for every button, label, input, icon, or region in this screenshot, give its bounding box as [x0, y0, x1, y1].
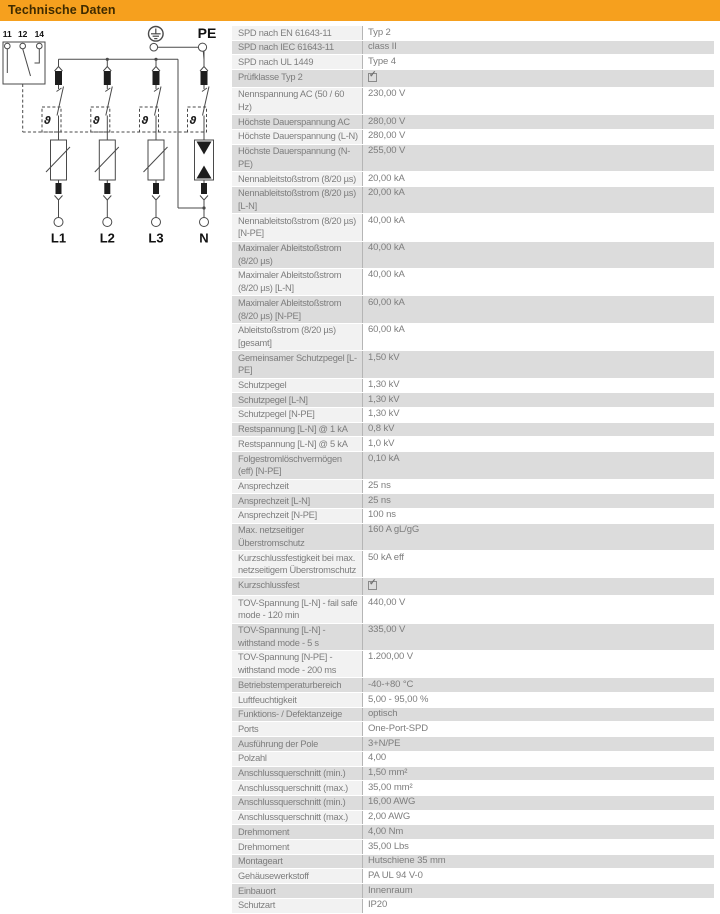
table-row [232, 781, 714, 795]
phase-terminal [200, 218, 209, 227]
row-value: 1,30 kV [362, 393, 714, 407]
table-row [232, 825, 714, 839]
disconnect-fuse-icon [104, 71, 111, 85]
row-value: 1,30 kV [362, 408, 714, 422]
table-row [232, 509, 714, 523]
disconnect-fuse-icon [201, 183, 207, 194]
checked-checkbox-icon[interactable]: ✓ [368, 581, 377, 590]
row-label: Gehäusewerkstoff [232, 869, 362, 883]
table-row [232, 26, 714, 40]
row-label: Montageart [232, 855, 362, 869]
table-row [232, 115, 714, 129]
row-label: Nennspannung AC (50 / 60 Hz) [232, 88, 362, 114]
table-row [232, 855, 714, 869]
table-row [232, 452, 714, 478]
row-label: Maximaler Ableitstoßstrom (8/20 µs) [L-N] [232, 269, 362, 295]
row-value: 40,00 kA [362, 242, 714, 268]
table-row [232, 269, 714, 295]
table-row [232, 393, 714, 407]
table-row [232, 693, 714, 707]
row-label: Kurzschlussfest [232, 578, 362, 595]
table-row [232, 524, 714, 550]
relay-terminal-label-12: 12 [17, 29, 28, 39]
row-label: Funktions- / Defektanzeige [232, 708, 362, 722]
table-row [232, 296, 714, 322]
table-row [232, 145, 714, 171]
branches [42, 52, 214, 246]
row-value: optisch [362, 708, 714, 722]
disconnect-fuse-icon [55, 71, 62, 85]
phase-terminal [103, 218, 112, 227]
disconnect-fuse-icon [104, 183, 110, 194]
disconnect-fuse-icon [56, 183, 62, 194]
row-value: 20,00 kA [362, 172, 714, 186]
row-label: Prüfklasse Typ 2 [232, 70, 362, 87]
table-row [232, 624, 714, 650]
row-value: 5,00 - 95,00 % [362, 693, 714, 707]
phase-terminal [152, 218, 161, 227]
pe-label: PE [197, 25, 217, 41]
row-value: 25 ns [362, 494, 714, 508]
row-label: Ausführung der Pole [232, 737, 362, 751]
table-row [232, 408, 714, 422]
row-label: Höchste Dauerspannung (L-N) [232, 130, 362, 144]
row-label: Anschlussquerschnitt (max.) [232, 781, 362, 795]
table-row [232, 811, 714, 825]
disconnect-fuse-icon [201, 71, 208, 85]
disconnect-fuse-icon [153, 71, 160, 85]
varistor-branch [42, 59, 70, 245]
row-label: Ansprechzeit [232, 480, 362, 494]
phase-terminal [54, 218, 63, 227]
row-label: Nennableitstoßstrom (8/20 µs) [N-PE] [232, 214, 362, 240]
diagram-static-lines [3, 27, 207, 210]
disconnect-fuse-icon [153, 183, 159, 194]
row-value: Typ 2 [362, 26, 714, 40]
row-label: TOV-Spannung [N-PE] - withstand mode - 200 ms [232, 651, 362, 677]
theta-symbol: ϑ [44, 115, 51, 127]
row-value: 1,50 mm² [362, 767, 714, 781]
table-row [232, 884, 714, 898]
page-title: Technische Daten [8, 3, 116, 17]
table-row [232, 55, 714, 69]
pe-terminal [198, 43, 206, 51]
row-value: 2,00 AWG [362, 811, 714, 825]
spark-gap-branch [188, 52, 214, 246]
table-row [232, 70, 714, 87]
row-value: -40-+80 °C [362, 678, 714, 692]
row-label: Höchste Dauerspannung AC [232, 115, 362, 129]
row-value: Type 4 [362, 55, 714, 69]
table-row [232, 708, 714, 722]
theta-symbol: ϑ [141, 115, 149, 127]
row-label: Kurzschlussfestigkeit bei max. netzseitigem Überstromschutz [232, 551, 362, 577]
row-value: 230,00 V [362, 88, 714, 114]
row-value: 50 kA eff [362, 551, 714, 577]
table-row [232, 678, 714, 692]
circuit-diagram [0, 25, 232, 255]
row-label: Restspannung [L-N] @ 1 kA [232, 423, 362, 437]
phase-label: N [199, 230, 209, 246]
row-value: 40,00 kA [362, 269, 714, 295]
table-row [232, 899, 714, 913]
row-value: 0,10 kA [362, 452, 714, 478]
row-value: 255,00 V [362, 145, 714, 171]
row-label: Ansprechzeit [L-N] [232, 494, 362, 508]
row-label: Ableitstoßstrom (8/20 µs) [gesamt] [232, 324, 362, 350]
table-row [232, 351, 714, 377]
phase-label: L2 [99, 230, 115, 246]
table-row [232, 722, 714, 736]
row-value: One-Port-SPD [362, 722, 714, 736]
row-label: Max. netzseitiger Überstromschutz [232, 524, 362, 550]
row-value: 0,8 kV [362, 423, 714, 437]
row-label: Drehmoment [232, 825, 362, 839]
row-value: 3+N/PE [362, 737, 714, 751]
row-label: Anschlussquerschnitt (min.) [232, 796, 362, 810]
row-label: SPD nach UL 1449 [232, 55, 362, 69]
table-row [232, 494, 714, 508]
row-label: Anschlussquerschnitt (max.) [232, 811, 362, 825]
theta-symbol: ϑ [189, 115, 197, 127]
row-value: 35,00 mm² [362, 781, 714, 795]
phase-label: L1 [50, 230, 67, 246]
table-row [232, 437, 714, 451]
varistor-icon [99, 140, 115, 180]
table-row [232, 578, 714, 595]
row-label: Drehmoment [232, 840, 362, 854]
row-label: Nennableitstoßstrom (8/20 µs) [232, 172, 362, 186]
row-value [362, 70, 714, 87]
row-label: Restspannung [L-N] @ 5 kA [232, 437, 362, 451]
row-value: 16,00 AWG [362, 796, 714, 810]
row-value: 1,0 kV [362, 437, 714, 451]
table-row [232, 88, 714, 114]
table-row [232, 752, 714, 766]
row-value: 25 ns [362, 480, 714, 494]
table-row [232, 551, 714, 577]
row-label: Schutzpegel [L-N] [232, 393, 362, 407]
row-value: 1.200,00 V [362, 651, 714, 677]
row-value: Hutschiene 35 mm [362, 855, 714, 869]
table-row [232, 480, 714, 494]
row-value [362, 578, 714, 595]
row-value: Innenraum [362, 884, 714, 898]
row-label: Nennableitstoßstrom (8/20 µs) [L-N] [232, 187, 362, 213]
table-row [232, 41, 714, 55]
table-row [232, 737, 714, 751]
row-value: 4,00 Nm [362, 825, 714, 839]
row-label: TOV-Spannung [L-N] - withstand mode - 5 s [232, 624, 362, 650]
relay-terminal-label-14: 14 [34, 29, 45, 39]
table-row [232, 130, 714, 144]
spec-table [232, 26, 714, 914]
row-value: class II [362, 41, 714, 55]
row-value: 4,00 [362, 752, 714, 766]
row-value: 440,00 V [362, 596, 714, 622]
relay-terminal-label-11: 11 [2, 29, 12, 39]
row-label: Schutzpegel [N-PE] [232, 408, 362, 422]
varistor-branch [140, 59, 168, 245]
row-value: 60,00 kA [362, 324, 714, 350]
row-value: 160 A gL/gG [362, 524, 714, 550]
table-row [232, 242, 714, 268]
row-label: Betriebstemperaturbereich [232, 678, 362, 692]
table-row [232, 423, 714, 437]
row-value: 60,00 kA [362, 296, 714, 322]
row-label: Ports [232, 722, 362, 736]
table-row [232, 767, 714, 781]
table-row [232, 796, 714, 810]
table-row [232, 651, 714, 677]
row-label: SPD nach IEC 61643-11 [232, 41, 362, 55]
row-value: 280,00 V [362, 115, 714, 129]
phase-label: L3 [148, 230, 164, 246]
row-label: Luftfeuchtigkeit [232, 693, 362, 707]
varistor-icon [51, 140, 67, 180]
row-label: Höchste Dauerspannung (N-PE) [232, 145, 362, 171]
table-row [232, 596, 714, 622]
row-value: 280,00 V [362, 130, 714, 144]
row-label: Maximaler Ableitstoßstrom (8/20 µs) [N-PE] [232, 296, 362, 322]
ground-terminal [150, 43, 158, 51]
table-row [232, 379, 714, 393]
row-label: Polzahl [232, 752, 362, 766]
earth-ground-icon [149, 27, 164, 42]
row-value: PA UL 94 V-0 [362, 869, 714, 883]
row-label: SPD nach EN 61643-11 [232, 26, 362, 40]
theta-symbol: ϑ [92, 115, 100, 127]
row-value: 100 ns [362, 509, 714, 523]
row-value: 20,00 kA [362, 187, 714, 213]
row-value: 1,50 kV [362, 351, 714, 377]
row-label: Maximaler Ableitstoßstrom (8/20 µs) [232, 242, 362, 268]
table-row [232, 214, 714, 240]
row-value: 40,00 kA [362, 214, 714, 240]
connection-bus [59, 58, 206, 210]
row-label: Folgestromlöschvermögen (eff) [N-PE] [232, 452, 362, 478]
row-value: 335,00 V [362, 624, 714, 650]
row-label: Gemeinsamer Schutzpegel [L-PE] [232, 351, 362, 377]
row-value: IP20 [362, 899, 714, 913]
remote-contact-block [3, 42, 45, 84]
row-label: Ansprechzeit [N-PE] [232, 509, 362, 523]
row-label: TOV-Spannung [L-N] - fail safe mode - 120 min [232, 596, 362, 622]
row-value: 1,30 kV [362, 379, 714, 393]
table-row [232, 869, 714, 883]
section-header [0, 0, 720, 21]
table-row [232, 172, 714, 186]
row-label: Schutzpegel [232, 379, 362, 393]
row-value: 35,00 Lbs [362, 840, 714, 854]
table-row [232, 840, 714, 854]
row-label: Anschlussquerschnitt (min.) [232, 767, 362, 781]
table-row [232, 187, 714, 213]
row-label: Schutzart [232, 899, 362, 913]
varistor-icon [148, 140, 164, 180]
checked-checkbox-icon[interactable]: ✓ [368, 73, 377, 82]
row-label: Einbauort [232, 884, 362, 898]
varistor-branch [91, 59, 119, 245]
table-row [232, 324, 714, 350]
